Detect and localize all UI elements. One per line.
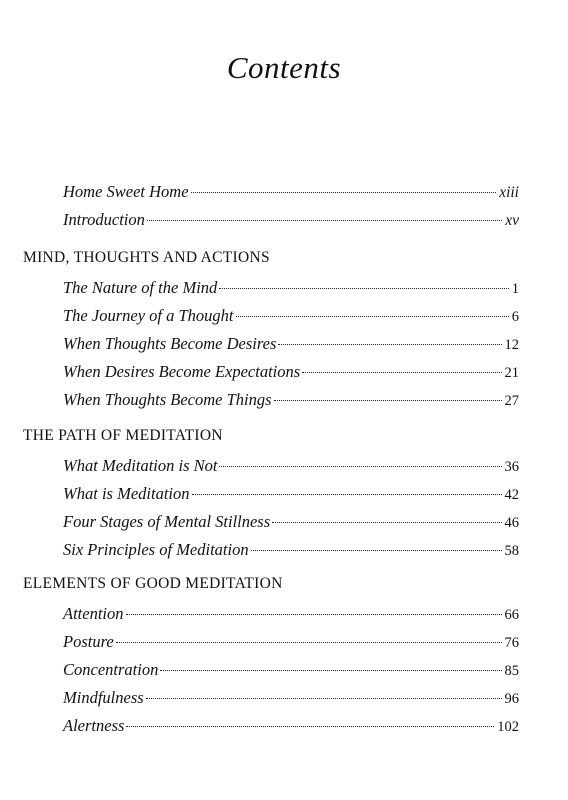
dot-leader bbox=[278, 344, 501, 345]
toc-entry[interactable] bbox=[63, 538, 519, 562]
dot-leader bbox=[147, 220, 502, 221]
toc-entry[interactable] bbox=[63, 360, 519, 384]
dot-leader bbox=[191, 192, 497, 193]
toc-entry-page: 6 bbox=[511, 309, 519, 325]
section-heading: MIND, THOUGHTS AND ACTIONS bbox=[23, 249, 270, 266]
toc-entry[interactable] bbox=[63, 388, 519, 412]
toc-entry-label: What Meditation is Not bbox=[63, 456, 218, 475]
toc-entry-label: Attention bbox=[63, 604, 124, 623]
dot-leader bbox=[160, 670, 501, 671]
dot-leader bbox=[116, 642, 502, 643]
toc-entry[interactable] bbox=[63, 686, 519, 710]
toc-entry-page: 1 bbox=[511, 281, 519, 297]
toc-entry[interactable] bbox=[63, 180, 519, 204]
toc-entry[interactable] bbox=[63, 304, 519, 328]
toc-entry-page: xiii bbox=[499, 184, 519, 201]
toc-entry-label: When Thoughts Become Things bbox=[63, 390, 272, 409]
toc-entry-page: 27 bbox=[504, 393, 519, 409]
toc-entry-label: Six Principles of Meditation bbox=[63, 540, 249, 559]
toc-entry-label: Home Sweet Home bbox=[63, 182, 189, 201]
dot-leader bbox=[219, 466, 501, 467]
toc-entry-label: When Thoughts Become Desires bbox=[63, 334, 277, 353]
toc-entry-page: 102 bbox=[497, 719, 519, 735]
toc-entry[interactable] bbox=[63, 630, 519, 654]
toc-entry-label: The Journey of a Thought bbox=[63, 306, 234, 325]
dot-leader bbox=[219, 288, 508, 289]
toc-entry-label: Alertness bbox=[63, 716, 125, 735]
toc-entry-label: Posture bbox=[63, 632, 114, 651]
toc-entry-page: 12 bbox=[504, 337, 519, 353]
toc-entry-page: 36 bbox=[504, 459, 519, 475]
toc-entry-label: Mindfulness bbox=[63, 688, 144, 707]
toc-entry-label: Introduction bbox=[63, 210, 145, 229]
dot-leader bbox=[236, 316, 509, 317]
toc-entry[interactable] bbox=[63, 714, 519, 738]
toc-entry-label: When Desires Become Expectations bbox=[63, 362, 301, 381]
dot-leader bbox=[251, 550, 502, 551]
dot-leader bbox=[192, 494, 502, 495]
toc-entry[interactable] bbox=[63, 602, 519, 626]
toc-entry[interactable] bbox=[63, 658, 519, 682]
toc-entry-label: What is Meditation bbox=[63, 484, 190, 503]
toc-entry-page: 42 bbox=[504, 487, 519, 503]
toc-entry[interactable] bbox=[63, 276, 519, 300]
toc-entry-page: 58 bbox=[504, 543, 519, 559]
toc-entry[interactable] bbox=[63, 332, 519, 356]
toc-entry-page: xv bbox=[505, 212, 519, 229]
dot-leader bbox=[146, 698, 502, 699]
toc-entry-page: 85 bbox=[504, 663, 519, 679]
page-title: Contents bbox=[226, 50, 342, 85]
dot-leader bbox=[302, 372, 501, 373]
toc-entry-page: 46 bbox=[504, 515, 519, 531]
toc-entry-label: The Nature of the Mind bbox=[63, 278, 218, 297]
dot-leader bbox=[126, 726, 494, 727]
toc-entry[interactable] bbox=[63, 208, 519, 232]
toc-entry-label: Concentration bbox=[63, 660, 159, 679]
toc-entry-page: 96 bbox=[504, 691, 519, 707]
toc-entry-page: 66 bbox=[504, 607, 519, 623]
toc-entry-label: Four Stages of Mental Stillness bbox=[63, 512, 271, 531]
toc-entry[interactable] bbox=[63, 482, 519, 506]
section-heading: ELEMENTS OF GOOD MEDITATION bbox=[23, 575, 283, 592]
toc-entry-page: 76 bbox=[504, 635, 519, 651]
toc-entry[interactable] bbox=[63, 510, 519, 534]
toc-entry-page: 21 bbox=[504, 365, 519, 381]
section-heading: THE PATH OF MEDITATION bbox=[23, 427, 223, 444]
dot-leader bbox=[272, 522, 501, 523]
dot-leader bbox=[274, 400, 502, 401]
toc-entry[interactable] bbox=[63, 454, 519, 478]
dot-leader bbox=[126, 614, 502, 615]
